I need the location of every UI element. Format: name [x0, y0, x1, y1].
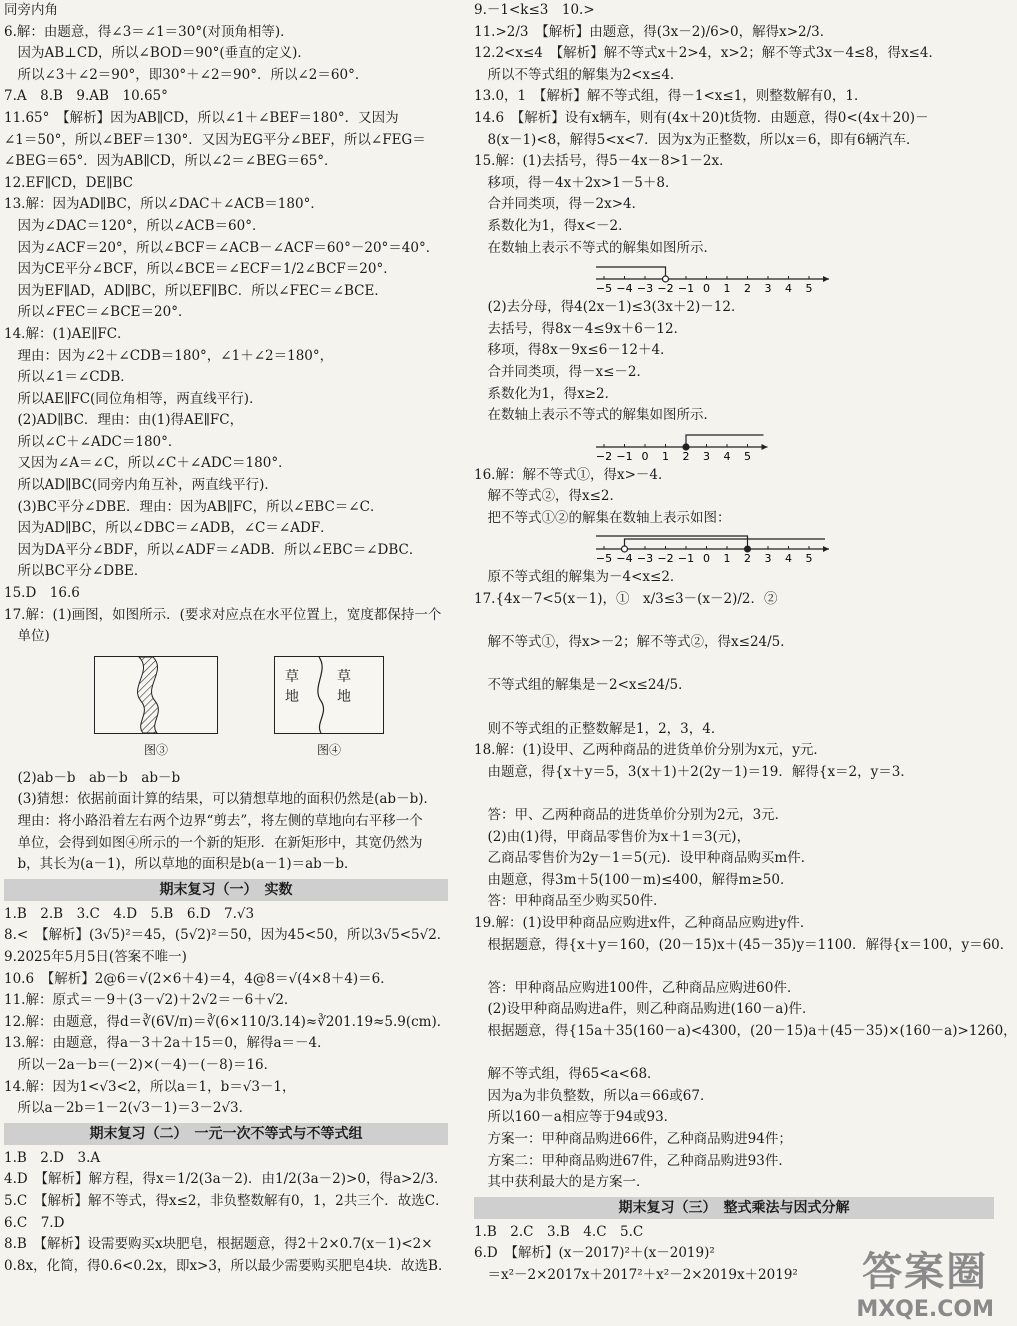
answer-line: 12.2<x≤4 【解析】解不等式x＋2>4，x>2；解不等式3x－4≤8，得x≤4． — [474, 45, 942, 62]
tick-label: 2 — [744, 552, 751, 566]
tick-label: 1 — [723, 282, 731, 296]
answer-line: 7.A 8.B 9.AB 10.65° — [4, 88, 168, 105]
answer-line: 由题意，得3m＋5(100－m)≤400，解得m≥50． — [474, 871, 794, 888]
figure-4-left-label: 草地 — [285, 668, 299, 705]
answer-line — [474, 783, 994, 805]
answer-line: 4.D 【解析】解方程，得x＝1/2(3a－2)．由1/2(3a－2)>0，得a>2/3． — [4, 1171, 448, 1188]
answer-line: ∠1＝50°，所以∠BEF＝130°．又因为EG平分∠BEF，所以∠FEG＝ — [4, 131, 426, 148]
answer-line: 不等式组的解集是－2<x≤24/5． — [474, 677, 692, 694]
answer-line: 15.解：(1)去括号，得5－4x－8>1－2x． — [474, 153, 733, 170]
tick-label: 5 — [744, 449, 751, 463]
answer-line: 因为EF∥AD，AD∥BC，所以EF∥BC．所以∠FEC＝∠BCE． — [4, 282, 388, 299]
tick-label: 3 — [764, 282, 772, 296]
answer-line: 系数化为1，得x≥2． — [474, 385, 619, 402]
number-line — [474, 429, 994, 463]
answer-line: 其中获利最大的是方案一． — [474, 1174, 650, 1191]
answer-line: 11.>2/3 【解析】由题意，得(3x－2)/6>0，解得x>2/3． — [474, 23, 834, 40]
answer-line: 11.65° 【解析】因为AB∥CD，所以∠1＋∠BEF＝180°．又因为 — [4, 109, 399, 126]
tick-label: −4 — [616, 282, 633, 296]
answer-line: 1.B 2.B 3.C 4.D 5.B 6.D 7.√3 — [4, 905, 255, 922]
answer-line: 所以BC平分∠DBE． — [4, 563, 148, 580]
section-heading: 期末复习（一） 实数 — [4, 879, 448, 901]
answer-line: 则不等式组的正整数解是1，2，3，4． — [474, 720, 725, 737]
answer-line: (2)AD∥BC．理由：由(1)得AE∥FC， — [4, 412, 244, 429]
tick-label: 2 — [682, 449, 690, 463]
number-line-svg — [474, 261, 813, 296]
answer-line: 所以∠FEC＝∠BCE＝20°． — [4, 304, 192, 321]
answer-line: 因为∠DAC＝120°，所以∠ACB＝60°． — [4, 217, 266, 234]
closed-endpoint — [745, 546, 751, 552]
tick-label: −5 — [595, 552, 613, 566]
solution-ray — [596, 267, 666, 279]
number-line-svg — [474, 531, 813, 566]
tick-label: 4 — [723, 449, 731, 463]
figure-3-caption: 图③ — [144, 742, 169, 757]
watermark — [856, 1240, 994, 1322]
tick-label: −2 — [595, 449, 613, 463]
answer-line: 同旁内角 — [4, 2, 58, 18]
tick-label: 2 — [744, 282, 751, 296]
figure-4-right-label: 草地 — [337, 668, 351, 705]
tick-label: −3 — [636, 552, 654, 566]
answer-line: 0.8x，化简，得0.6<0.2x，即x>3，所以最少需要购买肥皂4块．故选B． — [4, 1257, 452, 1274]
solution-ray — [686, 435, 764, 447]
tick-label: −4 — [616, 552, 633, 566]
answer-line: 16.解：解不等式①，得x>－4． — [474, 466, 672, 483]
answer-line: 因为a为非负整数，所以a＝66或67． — [474, 1087, 714, 1104]
answer-line: 1.B 2.C 3.B 4.C 5.C — [474, 1223, 644, 1240]
answer-line: ＝x²－2×2017x＋2017²＋x²－2×2019x＋2019² — [474, 1266, 798, 1283]
answer-line: 14.解：(1)AE∥FC． — [4, 325, 131, 342]
answer-line: 由题意，得{x＋y＝5，3(x＋1)＋2(2y－1)＝19．解得{x＝2，y＝3． — [474, 763, 914, 780]
answer-line: 解不等式组，得65<a<68． — [474, 1066, 661, 1083]
answer-line: 6.解：由题意，得∠3＝∠1＝30°(对顶角相等)． — [4, 23, 294, 40]
answer-line: 13.0，1 【解析】解不等式组，得－1<x≤1，则整数解有0，1． — [474, 88, 868, 105]
answer-line: 15.D 16.6 — [4, 585, 80, 602]
answer-line: 6.C 7.D — [4, 1214, 65, 1231]
answer-line — [474, 1043, 994, 1065]
answer-line: 单位) — [4, 628, 50, 645]
answer-line: 11.解：原式＝－9＋(3－√2)＋2√2＝－6＋√2． — [4, 992, 298, 1009]
answer-line: 移项，得8x－9x≤6－12＋4． — [474, 342, 674, 359]
answer-line: 12.EF∥CD，DE∥BC — [4, 174, 133, 191]
answer-line: 又因为∠A＝∠C，所以∠C＋∠ADC＝180°． — [4, 455, 292, 472]
answer-line: (2)设甲种商品购进a件，则乙种商品购进(160－a)件． — [474, 1001, 816, 1018]
answer-line: 乙商品零售价为2y－1＝5(元)．设甲种商品购买m件． — [474, 850, 815, 867]
answer-line: b，其长为(a－1)，所以草地的面积是b(a－1)＝ab－b． — [4, 856, 358, 873]
answer-line: 因为CE平分∠BCF，所以∠BCE＝∠ECF＝1/2∠BCF＝20°． — [4, 261, 397, 278]
answer-line: 所以160－a相应等于94或93． — [474, 1109, 678, 1126]
tick-label: −1 — [677, 282, 695, 296]
tick-label: −3 — [636, 282, 654, 296]
answer-line: 所以a－2b＝1－2(√3－1)＝3－2√3． — [4, 1100, 253, 1117]
solution-ray-2 — [596, 536, 748, 549]
answer-line: 系数化为1，得x<－2． — [474, 217, 632, 234]
answer-line: 8.B 【解析】设需要购买x块肥皂，根据题意，得2＋2×0.7(x－1)<2× — [4, 1236, 433, 1253]
answer-line: 17.解：(1)画图，如图所示．(要求对应点在水平位置上，宽度都保持一个 — [4, 606, 442, 623]
tick-label: 5 — [805, 282, 813, 296]
answer-line: 合并同类项，得－2x>4． — [474, 196, 646, 213]
tick-label: 3 — [703, 449, 710, 463]
answer-line: (2)ab－b ab－b ab－b — [4, 769, 181, 786]
number-line — [474, 261, 994, 295]
tick-label: −1 — [616, 449, 633, 463]
answer-line: 在数轴上表示不等式的解集如图所示． — [474, 239, 717, 256]
answer-line — [474, 956, 994, 978]
open-endpoint — [622, 546, 628, 552]
answer-line: ∠BEG＝65°．因为AB∥CD，所以∠2＝∠BEG＝65°． — [4, 153, 338, 170]
figure-4-caption: 图④ — [317, 742, 342, 757]
answer-line: 所以－2a－b＝(－2)×(－4)－(－8)＝16． — [4, 1056, 278, 1073]
tick-label: −5 — [595, 282, 613, 296]
answer-line: 10.6 【解析】2@6＝√(2×6＋4)＝4，4@8＝√(4×8＋4)＝6． — [4, 970, 394, 987]
tick-label: 1 — [723, 552, 731, 566]
answer-line: 17.{4x－7<5(x－1)，① x/3≤3－(x－2)/2．② — [474, 591, 778, 608]
figure-4-rect — [274, 656, 384, 734]
answer-line: 单位，会得到如图④所示的一个新的矩形．在新矩形中，其宽仍然为 — [4, 834, 423, 851]
tick-label: 0 — [703, 282, 710, 296]
tick-label: 3 — [764, 552, 772, 566]
answer-line: 移项，得－4x＋2x>1－5＋8． — [474, 174, 679, 191]
tick-label: 0 — [703, 552, 710, 566]
answer-line: 5.C 【解析】解不等式，得x≤2，非负整数解有0，1，2共三个．故选C． — [4, 1192, 449, 1209]
right-column — [474, 0, 1017, 1286]
number-line — [474, 531, 994, 565]
answer-line: 根据题意，得{x＋y＝160，(20－15)x＋(45－35)y＝1100．解得{x＝100，y＝60． — [474, 936, 1014, 953]
answer-line: 把不等式①②的解集在数轴上表示如图： — [474, 509, 731, 526]
open-endpoint — [663, 276, 669, 282]
answer-line: 理由：将小路沿着左右两个边界“剪去”，将左侧的草地向右平移一个 — [4, 813, 423, 829]
answer-line: 14.解：因为1<√3<2，所以a＝1，b＝√3－1， — [4, 1078, 296, 1095]
tick-label: 4 — [785, 282, 792, 296]
answer-line: 答：甲种商品至少购买50件． — [474, 893, 667, 910]
answer-line: 9.－1<k≤3 10.> — [474, 2, 595, 18]
answer-line: 在数轴上表示不等式的解集如图所示． — [474, 407, 717, 424]
section-heading: 期末复习（三） 整式乘法与因式分解 — [474, 1197, 994, 1219]
answer-line: 合并同类项，得－x≤－2． — [474, 363, 651, 380]
solution-ray-1 — [625, 539, 826, 549]
answer-line: 12.解：由题意，得d＝∛(6V/π)＝∛(6×110/3.14)≈∛201.19≈5.9(cm)． — [4, 1013, 451, 1030]
answer-line — [474, 697, 994, 719]
tick-label: 5 — [805, 552, 813, 566]
answer-line: (3)猜想：依据前面计算的结果，可以猜想草地的面积仍然是(ab－b)． — [4, 791, 437, 808]
watermark-logo-text: 答案圈 — [862, 1249, 989, 1295]
left-column — [4, 0, 452, 1277]
answer-line: 13.解：由题意，得a－3＋2a＋15＝0，解得a＝－4． — [4, 1035, 331, 1052]
answer-line — [474, 654, 994, 676]
answer-line: 原不等式组的解集为－4<x≤2． — [474, 569, 684, 586]
answer-line: 所以∠1＝∠CDB． — [4, 369, 134, 386]
answer-line: 因为DA平分∠BDF，所以∠ADF＝∠ADB．所以∠EBC＝∠DBC． — [4, 541, 423, 558]
answer-line: 所以AD∥BC(同旁内角互补，两直线平行)． — [4, 477, 278, 494]
answer-line: 理由：因为∠2＋∠CDB＝180°，∠1＋∠2＝180°， — [4, 347, 334, 364]
figure-group — [4, 648, 448, 768]
tick-label: 1 — [662, 449, 669, 463]
answer-line — [474, 611, 994, 633]
answer-line: 解不等式①，得x>－2；解不等式②，得x≤24/5． — [474, 634, 794, 651]
answer-line: 14.6 【解析】设有x辆车，则有(4x＋20)t货物．由题意，得0<(4x＋20)－ — [474, 109, 929, 126]
answer-line: 因为AB⊥CD，所以∠BOD＝90°(垂直的定义)． — [4, 45, 311, 62]
section-heading: 期末复习（二） 一元一次不等式与不等式组 — [4, 1123, 448, 1145]
answer-line: 9.2025年5月5日(答案不唯一) — [4, 948, 187, 965]
answer-line: 8.< 【解析】(3√5)²＝45，(5√2)²＝50，因为45<50，所以3√5<5√2． — [4, 927, 451, 944]
answer-line: (2)由(1)得，甲商品零售价为x＋1＝3(元)， — [474, 828, 751, 845]
tick-label: −2 — [657, 552, 674, 566]
answer-line: 方案一：甲种商品购进66件，乙种商品购进94件； — [474, 1130, 792, 1147]
answer-line: (2)去分母，得4(2x－1)≤3(3x＋2)－12． — [474, 299, 745, 316]
answer-line: 所以不等式组的解集为2<x≤4． — [474, 66, 684, 83]
tick-label: 0 — [641, 449, 649, 463]
answer-line: 因为∠ACF＝20°，所以∠BCF＝∠ACB－∠ACF＝60°－20°＝40°． — [4, 239, 440, 256]
answer-line: 所以AE∥FC(同位角相等，两直线平行)． — [4, 390, 263, 407]
answer-line: 根据题意，得{15a＋35(160－a)<4300，(20－15)a＋(45－35)×(160－a)>1260， — [474, 1022, 1017, 1039]
answer-line: 所以∠C＋∠ADC＝180°． — [4, 433, 182, 450]
number-line-svg — [474, 429, 751, 463]
answer-line: 答：甲、乙两种商品的进货单价分别为2元，3元． — [474, 807, 789, 823]
answer-line: 13.解：因为AD∥BC，所以∠DAC＋∠ACB＝180°． — [4, 196, 324, 213]
answer-line: 方案二：甲种商品购进67件，乙种商品购进93件． — [474, 1152, 792, 1169]
answer-line: (3)BC平分∠DBE．理由：因为AB∥FC，所以∠EBC＝∠C． — [4, 498, 384, 515]
answer-line: 19.解：(1)设甲种商品应购进x件，乙种商品应购进y件． — [474, 914, 814, 931]
tick-label: −2 — [657, 282, 674, 296]
closed-endpoint — [683, 444, 689, 450]
answer-line: 因为AD∥BC，所以∠DBC＝∠ADB，∠C＝∠ADF． — [4, 520, 334, 537]
answer-line: 解不等式②，得x≤2． — [474, 488, 624, 505]
answer-line: 所以∠3＋∠2＝90°，即30°＋∠2＝90°．所以∠2＝60°． — [4, 66, 369, 83]
answer-line: 8(x－1)<8，解得5<x<7．因为x为正整数，所以x＝6，即有6辆汽车． — [474, 131, 920, 148]
answer-line: 答：甲种商品应购进100件，乙种商品应购进60件． — [474, 979, 801, 996]
figure-3-rect — [94, 656, 218, 734]
axis-arrow — [823, 276, 829, 282]
watermark-url: MXQE.COM — [856, 1297, 994, 1322]
axis-arrow — [823, 546, 829, 552]
answer-line: 6.D 【解析】(x－2017)²＋(x－2019)² — [474, 1245, 715, 1262]
answer-line: 1.B 2.D 3.A — [4, 1149, 101, 1166]
tick-label: −1 — [677, 552, 695, 566]
axis-arrow — [762, 444, 768, 450]
answer-line: 去括号，得8x－4≤9x＋6－12． — [474, 320, 688, 337]
answer-line: 18.解：(1)设甲、乙两种商品的进货单价分别为x元，y元． — [474, 742, 827, 759]
tick-label: 4 — [785, 552, 792, 566]
